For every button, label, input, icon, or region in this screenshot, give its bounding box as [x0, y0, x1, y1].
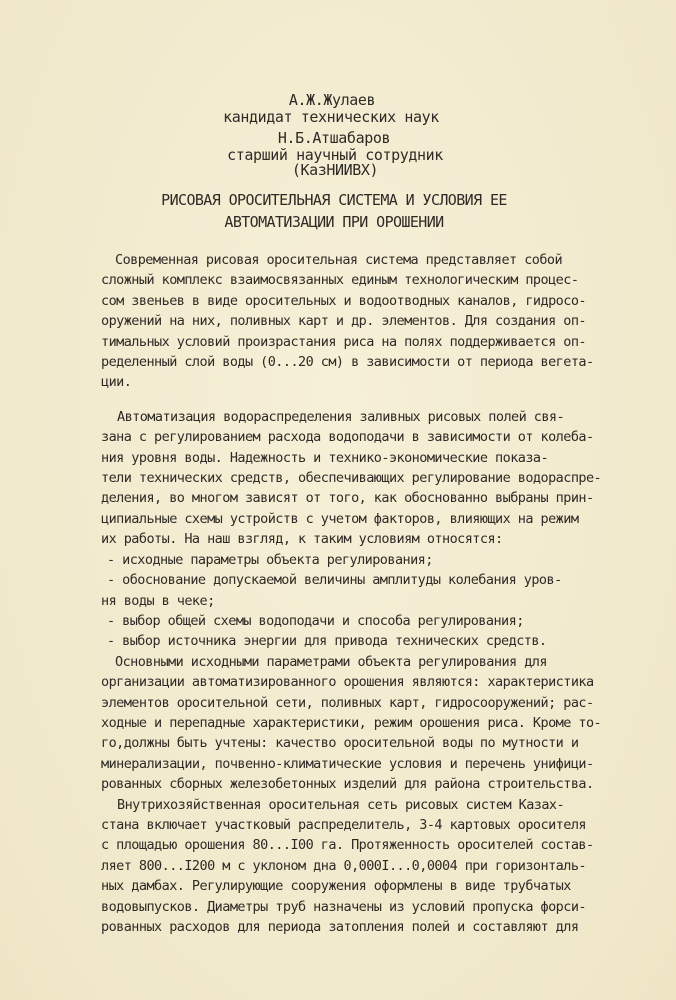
text-line: Внутрихозяйственная оросительная сеть рисовых систем Казах- [117, 796, 565, 813]
text-line: деления, во многом зависят от того, как обоснованно выбраны прин- [101, 490, 594, 507]
author1-name: А.Ж.Жулаев [288, 91, 376, 109]
text-line: водовыпусков. Диаметры труб назначены из условий пропуска форси- [101, 898, 586, 915]
text-line: оружений на них, поливных карт и др. элементов. Для создания оп- [101, 313, 586, 330]
text-line: - выбор общей схемы водоподачи и способа регулирования; [107, 612, 524, 629]
text-line: рованных расходов для периода затопления полей и составляют для [101, 919, 579, 935]
document-title [0, 189, 676, 233]
text-line: ня воды в чеке; [101, 592, 215, 609]
title-line: АВТОМАТИЗАЦИИ ПРИ ОРОШЕНИИ [224, 213, 444, 231]
text-line: рованных сборных железобетонных изделий для района строительства. [101, 776, 594, 793]
text-line: стана включает участковый распределитель, 3-4 картовых оросителя [101, 816, 586, 833]
text-line: ределенный слой воды (0...20 см) в зависимости от периода вегета- [101, 354, 594, 371]
text-line: Автоматизация водораспределения заливных рисовых полей свя- [117, 408, 565, 425]
text-line: ходные и перепадные характеристики, режим орошения риса. Кроме то- [101, 714, 602, 731]
author1-title: кандидат технических наук [223, 108, 439, 126]
institution: (КазНИИВХ) [291, 161, 379, 179]
text-line: сом звеньев в виде оросительных и водоотводных каналов, гидросо- [101, 292, 586, 309]
text-line: - обоснование допускаемой величины амплитуды колебания уров- [107, 572, 562, 589]
author2-name: Н.Б.Атшабаров [277, 129, 391, 147]
text-line: организации автоматизированного орошения являются: характеристика [101, 674, 594, 691]
text-line: зана с регулированием расхода водоподачи в зависимости от колеба- [101, 429, 594, 446]
text-line: тимальных условий произрастания риса на полях поддерживается оп- [101, 333, 586, 350]
text-line: Основными исходными параметрами объекта регулирования для [115, 653, 547, 670]
document-body [101, 250, 615, 937]
text-line: с площадью орошения 80...I00 га. Протяженность оросителей состав- [101, 837, 594, 854]
text-line: го,должны быть учтены: качество оросительной воды по мутности и [101, 735, 579, 752]
text-line: - выбор источника энергии для привода технических средств. [107, 633, 547, 650]
author2-title: старший научный сотрудник [227, 146, 443, 164]
text-line: тели технических средств, обеспечивающих регулирование водораспре- [101, 470, 602, 487]
text-line: ния уровня воды. Надежность и технико-экономические показа- [101, 449, 549, 466]
text-line: ции. [101, 374, 132, 391]
title-line: РИСОВАЯ ОРОСИТЕЛЬНАЯ СИСТЕМА И УСЛОВИЯ ЕЕ [161, 191, 507, 209]
text-line: ципиальные схемы устройств с учетом факторов, влияющих на режим [101, 510, 579, 527]
text-line: сложный комплекс взаимосвязанных единым технологическим процес- [101, 272, 579, 289]
text-line: минерализации, почвенно-климатические условия и перечень унифици- [101, 755, 594, 772]
text-line: - исходные параметры объекта регулирования; [107, 551, 433, 568]
text-line: ляет 800...I200 м с уклоном дна 0,000I...0,0004 при горизонталь- [101, 857, 586, 874]
text-line: элементов оросительной сети, поливных карт, гидросооружений; рас- [101, 694, 594, 711]
paragraph-gap [115, 393, 615, 407]
text-line: Современная рисовая оросительная система представляет собой [115, 252, 563, 268]
text-line: их работы. На наш взгляд, к таким условиям относятся: [101, 531, 503, 548]
document-header [0, 92, 676, 233]
text-line: ных дамбах. Регулирующие сооружения оформлены в виде трубчатых [101, 878, 571, 895]
